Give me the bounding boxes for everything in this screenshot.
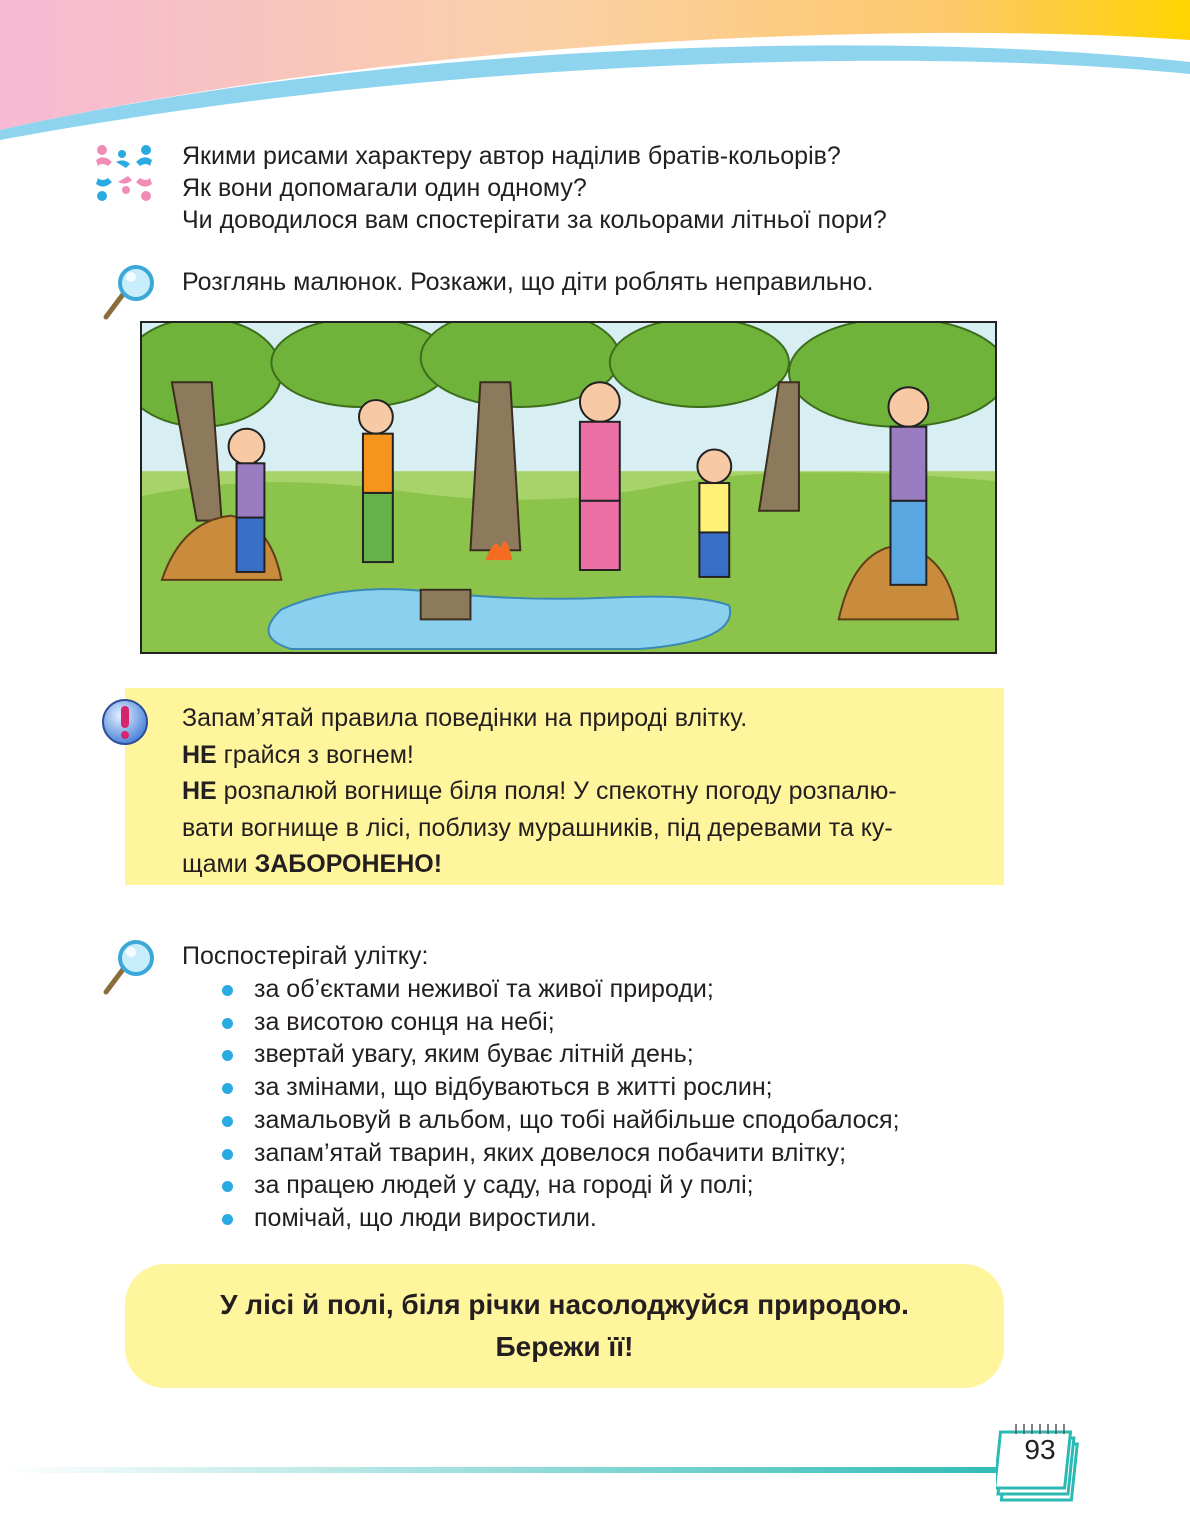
- question-line: Чи доводилося вам спостерігати за кольорами літньої пори?: [182, 206, 887, 234]
- observe-list: [220, 973, 900, 1235]
- bullet-icon: [222, 1149, 233, 1160]
- discussion-icon: [92, 140, 158, 206]
- observe-intro: Поспостерігай улітку:: [182, 942, 429, 970]
- picture-instruction: Розглянь малюнок. Розкажи, що діти роблять неправильно.: [182, 268, 874, 296]
- list-item: за висотою сонця на небі;: [220, 1006, 900, 1039]
- rule-1: НЕ грайся з вогнем!: [182, 740, 414, 769]
- exclamation-icon: [100, 697, 150, 747]
- list-item: за працею людей у саду, на городі й у полі;: [220, 1169, 900, 1202]
- question-line: Як вони допомагали один одному?: [182, 174, 587, 202]
- bullet-icon: [222, 1214, 233, 1225]
- motto-box: [125, 1264, 1004, 1388]
- list-item: замальовуй в альбом, що тобі найбільше сподобалося;: [220, 1104, 900, 1137]
- bullet-icon: [222, 1083, 233, 1094]
- list-item: помічай, що люди виростили.: [220, 1202, 900, 1235]
- bullet-icon: [222, 1181, 233, 1192]
- forest-scene-illustration: [140, 321, 997, 654]
- rules-intro: Запам’ятай правила поведінки на природі влітку.: [182, 704, 748, 732]
- rule-2: НЕ розпалюй вогнище біля поля! У спекотну погоду розпалю-: [182, 777, 897, 805]
- magnifier-icon: [100, 263, 156, 321]
- bullet-icon: [222, 1116, 233, 1127]
- motto-line-1: У лісі й полі, біля річки насолоджуйся природою.: [220, 1289, 909, 1320]
- rules-text: [182, 700, 1002, 883]
- list-item: звертай увагу, яким буває літній день;: [220, 1038, 900, 1071]
- magnifier-icon: [100, 938, 156, 996]
- page-number: 93: [1024, 1434, 1056, 1465]
- list-item: запам’ятай тварин, яких довелося побачити влітку;: [220, 1137, 900, 1170]
- footer-line: [0, 1466, 1030, 1474]
- bullet-icon: [222, 985, 233, 996]
- questions-block: [182, 140, 887, 236]
- question-line: Якими рисами характеру автор наділив братів-кольорів?: [182, 142, 841, 170]
- rule-2-line-2: вати вогнище в лісі, поблизу мурашників, під деревами та ку-: [182, 813, 893, 842]
- bullet-icon: [222, 1050, 233, 1061]
- header-banner: [0, 0, 1190, 150]
- bullet-icon: [222, 1018, 233, 1029]
- list-item: за змінами, що відбуваються в житті рослин;: [220, 1071, 900, 1104]
- motto-line-2: Бережи її!: [495, 1331, 634, 1362]
- list-item: за об’єктами неживої та живої природи;: [220, 973, 900, 1006]
- rule-2-line-3: щами ЗАБОРОНЕНО!: [182, 850, 443, 878]
